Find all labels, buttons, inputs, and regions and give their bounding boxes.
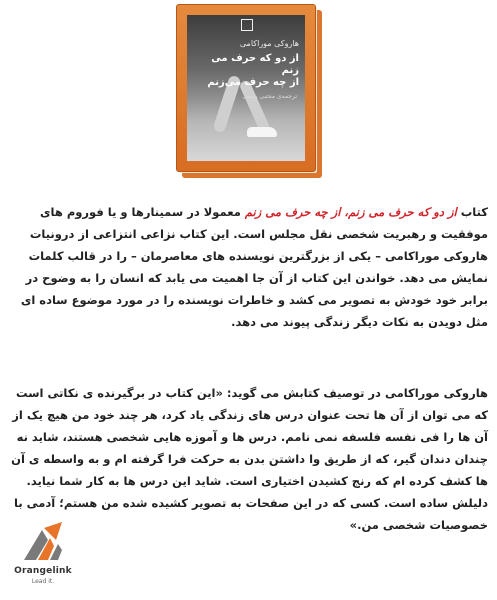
brand-logo xyxy=(8,520,78,590)
cover-title-line1: از دو که حرف می زنم xyxy=(211,53,299,76)
book-title-highlight: از دو که حرف می زنم، از چه حرف می زنم xyxy=(244,205,457,219)
cover-title-line2: از چه حرف می‌زنم xyxy=(207,77,299,88)
cover-photo-runner xyxy=(187,15,305,161)
runner-shoe xyxy=(247,127,277,137)
cover-author: هاروکی موراکامی xyxy=(239,39,299,48)
paragraph-quote: هاروکی موراکامی در توصیف کتابش می گوید: «این کتاب در برگیرنده ی نکاتی است که می توان از آن ها تحت عنوان درس های زندگی یاد کرد، هر چند خود من هیچ یک از آن ها را فی نفسه فلسفه نمی نامم. درس ها و آموزه هایی شخصی هستند، شاید نه چندان دندان گیر، که از طریق وا داشتن بدن به حرکت فرا گرفته ام و به واسطه ی آن ها کشف کرده ام که رنج کشیدن اختیاری است. شاید این درس ها به کار شما نیاید. دلیلش ساده است. کسی که در این صفحات به تصویر کشیده شده من هستم؛ آدمی با خصوصیات شخصی من.» xyxy=(11,386,488,532)
book-cover-image xyxy=(176,4,324,180)
intro-rest: معمولا در سمینارها و یا فوروم های موفقیت و رهبریت شخصی نقل مجلس است. این کتاب نزاعی انتزاعی از درونیات هاروکی موراکامی – یکی از بزرگترین نویسنده های معاصرمان – را در قالب کلمات نمایش می دهد. خواندن این کتاب از آن جا اهمیت می یابد که انسان را به وضوح در برابر خود خودش به تصویر می کشد و خاطرات نویسنده را در مورد موضوع ساده ای مثل دویدن به نکات دیگر زندگی پیوند می دهد. xyxy=(20,205,488,329)
brand-name: Orangelink xyxy=(14,566,72,576)
orangelink-logo-icon xyxy=(20,520,64,564)
paragraph-intro xyxy=(8,201,488,333)
publisher-logo-icon xyxy=(241,19,253,31)
cover-title xyxy=(191,53,299,89)
book-front-cover xyxy=(176,4,316,172)
intro-lead: کتاب xyxy=(456,205,488,219)
cover-translator: ترجمه‌ی مجتبی ویسی xyxy=(242,93,297,100)
brand-tagline: Lead it. xyxy=(31,578,55,585)
